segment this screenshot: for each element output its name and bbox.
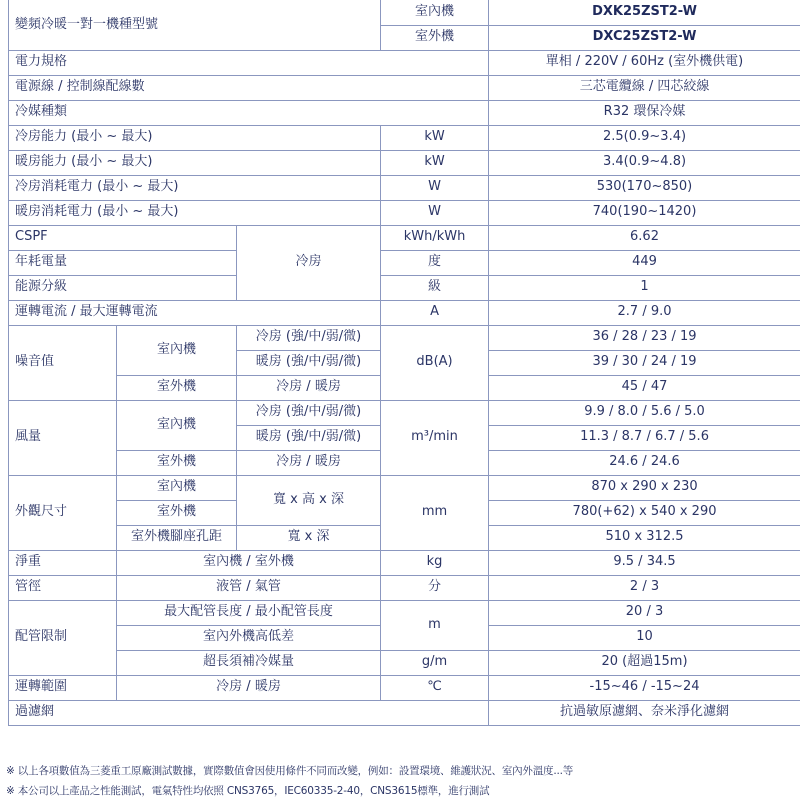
current-label: 運轉電流 / 最大運轉電流 bbox=[9, 300, 381, 325]
dimensions-indoor-value: 870 x 290 x 230 bbox=[489, 475, 800, 500]
dimensions-whd-label: 寬 x 高 x 深 bbox=[237, 475, 381, 525]
airflow-outdoor-value: 24.6 / 24.6 bbox=[489, 450, 800, 475]
current-value: 2.7 / 9.0 bbox=[489, 300, 800, 325]
foot-pitch-dim: 寬 x 深 bbox=[237, 525, 381, 550]
airflow-outdoor-mode: 冷房 / 暖房 bbox=[237, 450, 381, 475]
airflow-heat-value: 11.3 / 8.7 / 6.7 / 5.6 bbox=[489, 425, 800, 450]
cooling-capacity-value: 2.5(0.9~3.4) bbox=[489, 125, 800, 150]
cspf-value: 6.62 bbox=[489, 225, 800, 250]
indoor-label: 室內機 bbox=[381, 0, 489, 25]
annual-consumption-unit: 度 bbox=[381, 250, 489, 275]
annual-consumption-value: 449 bbox=[489, 250, 800, 275]
filter-label: 過濾網 bbox=[9, 700, 489, 725]
noise-outdoor-mode: 冷房 / 暖房 bbox=[237, 375, 381, 400]
power-spec-label: 電力規格 bbox=[9, 50, 489, 75]
extra-charge-label: 超長須補冷媒量 bbox=[117, 650, 381, 675]
airflow-unit: m³/min bbox=[381, 400, 489, 475]
heating-power-label: 暖房消耗電力 (最小 ~ 最大) bbox=[9, 200, 381, 225]
airflow-cool-mode: 冷房 (強/中/弱/微) bbox=[237, 400, 381, 425]
refrigerant-label: 冷媒種類 bbox=[9, 100, 489, 125]
pipe-value: 2 / 3 bbox=[489, 575, 800, 600]
foot-pitch-label: 室外機腳座孔距 bbox=[117, 525, 237, 550]
heating-capacity-unit: kW bbox=[381, 150, 489, 175]
wiring-label: 電源線 / 控制線配線數 bbox=[9, 75, 489, 100]
pipe-length-label: 最大配管長度 / 最小配管長度 bbox=[117, 600, 381, 625]
indoor-model: DXK25ZST2-W bbox=[489, 0, 800, 25]
wiring-value: 三芯電纜線 / 四芯絞線 bbox=[489, 75, 800, 100]
noise-unit: dB(A) bbox=[381, 325, 489, 400]
energy-grade-unit: 級 bbox=[381, 275, 489, 300]
dimensions-unit: mm bbox=[381, 475, 489, 550]
dimensions-outdoor-label: 室外機 bbox=[117, 500, 237, 525]
pipe-length-unit: m bbox=[381, 600, 489, 650]
noise-label: 噪音值 bbox=[9, 325, 117, 400]
noise-cool-value: 36 / 28 / 23 / 19 bbox=[489, 325, 800, 350]
operating-range-label: 運轉範圍 bbox=[9, 675, 117, 700]
heating-capacity-value: 3.4(0.9~4.8) bbox=[489, 150, 800, 175]
weight-label: 淨重 bbox=[9, 550, 117, 575]
cspf-unit: kWh/kWh bbox=[381, 225, 489, 250]
operating-range-unit: ℃ bbox=[381, 675, 489, 700]
height-diff-label: 室內外機高低差 bbox=[117, 625, 381, 650]
dimensions-label: 外觀尺寸 bbox=[9, 475, 117, 550]
noise-indoor-label: 室內機 bbox=[117, 325, 237, 375]
weight-unit: kg bbox=[381, 550, 489, 575]
cooling-capacity-label: 冷房能力 (最小 ~ 最大) bbox=[9, 125, 381, 150]
footnote-test-standard: ※ 本公司以上產品之性能測試，電氣特性均依照 CNS3765，IEC60335-2-40，CNS3615標準，進行測試 bbox=[6, 785, 490, 797]
cooling-power-unit: W bbox=[381, 175, 489, 200]
noise-cool-mode: 冷房 (強/中/弱/微) bbox=[237, 325, 381, 350]
piping-limit-label: 配管限制 bbox=[9, 600, 117, 675]
dimensions-outdoor-value: 780(+62) x 540 x 290 bbox=[489, 500, 800, 525]
foot-pitch-value: 510 x 312.5 bbox=[489, 525, 800, 550]
footnote-test-data: ※ 以上各項數值為三菱重工原廠測試數據，實際數值會因使用條件不同而改變，例如：設置環境、維護狀況、室內外溫度...等 bbox=[6, 765, 574, 777]
energy-grade-value: 1 bbox=[489, 275, 800, 300]
extra-charge-value: 20 (超過15m) bbox=[489, 650, 800, 675]
weight-sub: 室內機 / 室外機 bbox=[117, 550, 381, 575]
energy-grade-label: 能源分級 bbox=[9, 275, 237, 300]
heating-power-unit: W bbox=[381, 200, 489, 225]
airflow-indoor-label: 室內機 bbox=[117, 400, 237, 450]
airflow-heat-mode: 暖房 (強/中/弱/微) bbox=[237, 425, 381, 450]
heating-capacity-label: 暖房能力 (最小 ~ 最大) bbox=[9, 150, 381, 175]
cooling-capacity-unit: kW bbox=[381, 125, 489, 150]
heating-power-value: 740(190~1420) bbox=[489, 200, 800, 225]
pipe-unit: 分 bbox=[381, 575, 489, 600]
spec-table bbox=[8, 0, 800, 726]
dimensions-indoor-label: 室內機 bbox=[117, 475, 237, 500]
refrigerant-value: R32 環保冷媒 bbox=[489, 100, 800, 125]
cspf-label: CSPF bbox=[9, 225, 237, 250]
noise-heat-value: 39 / 30 / 24 / 19 bbox=[489, 350, 800, 375]
model-title: 變頻冷暖一對一機種型號 bbox=[9, 0, 381, 50]
efficiency-mode: 冷房 bbox=[237, 225, 381, 300]
power-spec-value: 單相 / 220V / 60Hz (室外機供電) bbox=[489, 50, 800, 75]
outdoor-label: 室外機 bbox=[381, 25, 489, 50]
cooling-power-value: 530(170~850) bbox=[489, 175, 800, 200]
pipe-length-value: 20 / 3 bbox=[489, 600, 800, 625]
height-diff-value: 10 bbox=[489, 625, 800, 650]
noise-outdoor-label: 室外機 bbox=[117, 375, 237, 400]
airflow-cool-value: 9.9 / 8.0 / 5.6 / 5.0 bbox=[489, 400, 800, 425]
current-unit: A bbox=[381, 300, 489, 325]
pipe-sub: 液管 / 氣管 bbox=[117, 575, 381, 600]
operating-range-sub: 冷房 / 暖房 bbox=[117, 675, 381, 700]
outdoor-model: DXC25ZST2-W bbox=[489, 25, 800, 50]
noise-heat-mode: 暖房 (強/中/弱/微) bbox=[237, 350, 381, 375]
weight-value: 9.5 / 34.5 bbox=[489, 550, 800, 575]
airflow-label: 風量 bbox=[9, 400, 117, 475]
cooling-power-label: 冷房消耗電力 (最小 ~ 最大) bbox=[9, 175, 381, 200]
airflow-outdoor-label: 室外機 bbox=[117, 450, 237, 475]
filter-value: 抗過敏原濾網、奈米淨化濾網 bbox=[489, 700, 800, 725]
extra-charge-unit: g/m bbox=[381, 650, 489, 675]
operating-range-value: -15~46 / -15~24 bbox=[489, 675, 800, 700]
annual-consumption-label: 年耗電量 bbox=[9, 250, 237, 275]
pipe-label: 管徑 bbox=[9, 575, 117, 600]
noise-outdoor-value: 45 / 47 bbox=[489, 375, 800, 400]
